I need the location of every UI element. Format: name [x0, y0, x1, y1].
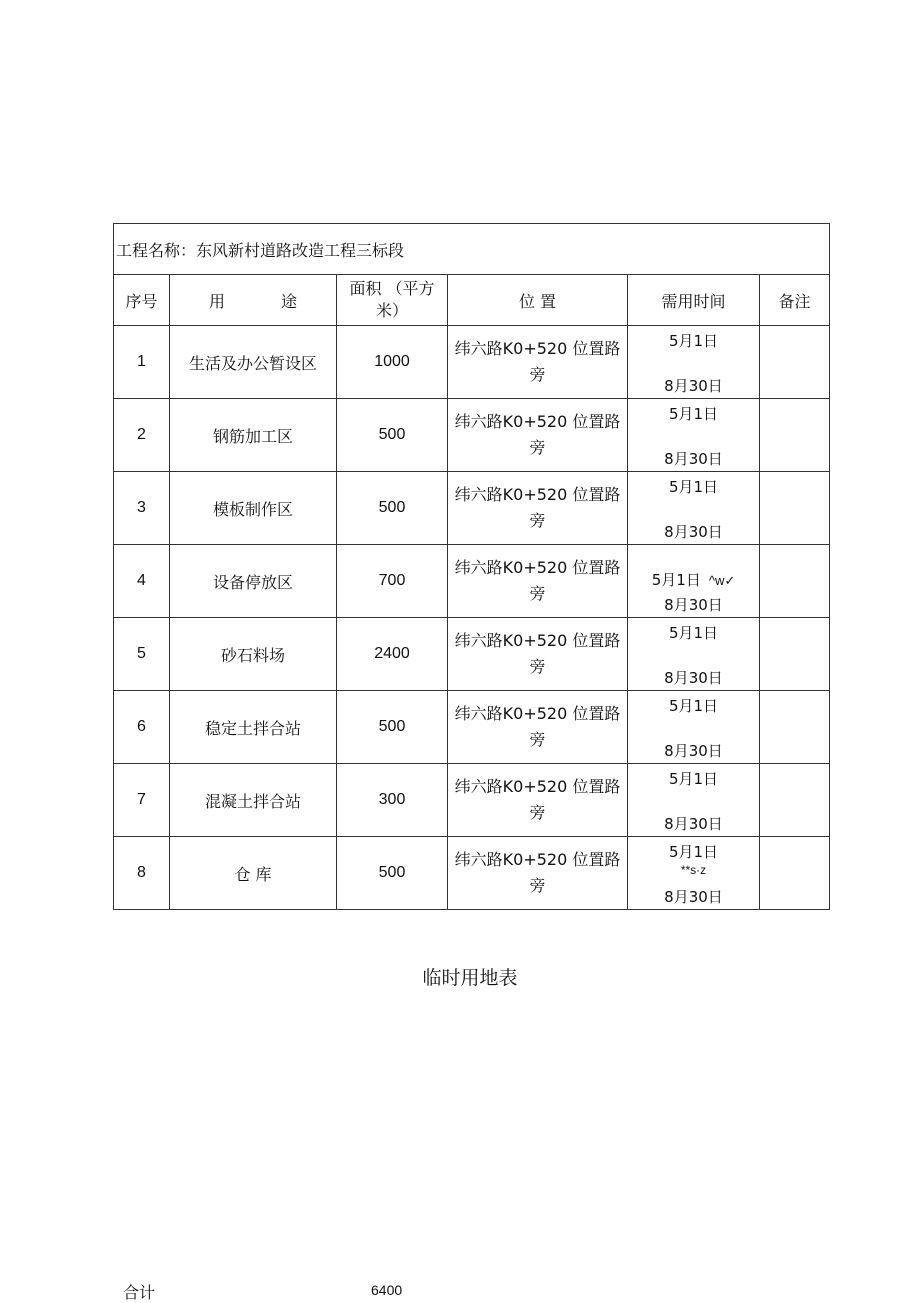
row-use: 钢筋加工区: [170, 399, 337, 472]
row-remark: [760, 691, 830, 764]
row-location-line2: 旁: [529, 730, 546, 749]
row-end: 8月30日: [664, 523, 723, 541]
row-remark: [760, 399, 830, 472]
row-location: [448, 472, 628, 545]
row-area: 1000: [337, 326, 448, 399]
row-mark: **s·z: [680, 863, 707, 877]
table-title: 临时用地表: [422, 967, 518, 989]
row-start: 5月1日: [668, 843, 719, 861]
row-location-line2: 旁: [529, 657, 546, 676]
header-area: [337, 275, 448, 326]
header-row: [114, 275, 830, 326]
row-location-line2: 旁: [529, 438, 546, 457]
table-row: [114, 399, 830, 472]
table-row: [114, 326, 830, 399]
project-row: [114, 224, 830, 275]
row-remark: [760, 545, 830, 618]
row-start: 5月1日: [668, 770, 719, 788]
row-time: [628, 837, 760, 910]
row-end: 8月30日: [664, 596, 723, 614]
row-location: [448, 399, 628, 472]
row-use: 仓 库: [170, 837, 337, 910]
header-location: 位 置: [448, 275, 628, 326]
row-end: 8月30日: [664, 377, 723, 395]
row-remark: [760, 618, 830, 691]
row-location-line1: 纬六路K0+520 位置路: [454, 485, 621, 504]
row-location: [448, 618, 628, 691]
row-no: 4: [114, 545, 170, 618]
row-time: [628, 326, 760, 399]
row-time: [628, 399, 760, 472]
row-location: [448, 326, 628, 399]
row-location-line1: 纬六路K0+520 位置路: [454, 412, 621, 431]
header-use: [170, 275, 337, 326]
row-time: [628, 764, 760, 837]
row-time: [628, 545, 760, 618]
header-use-a: 用: [208, 291, 225, 311]
row-no: 6: [114, 691, 170, 764]
row-location-line1: 纬六路K0+520 位置路: [454, 631, 621, 650]
row-use: 模板制作区: [170, 472, 337, 545]
row-no: 1: [114, 326, 170, 399]
row-end: 8月30日: [664, 450, 723, 468]
row-no: 8: [114, 837, 170, 910]
row-time: [628, 618, 760, 691]
row-no: 5: [114, 618, 170, 691]
row-start: 5月1日: [668, 332, 719, 350]
row-location-line1: 纬六路K0+520 位置路: [454, 850, 621, 869]
row-start-line: [628, 569, 759, 590]
row-location-line2: 旁: [529, 511, 546, 530]
table-row: [114, 472, 830, 545]
row-no: 7: [114, 764, 170, 837]
row-mark: ^w✓: [708, 573, 736, 588]
row-location-line1: 纬六路K0+520 位置路: [454, 777, 621, 796]
header-use-b: 途: [281, 291, 298, 311]
row-location-line2: 旁: [529, 365, 546, 384]
row-area: 500: [337, 691, 448, 764]
row-start: 5月1日: [651, 571, 701, 589]
row-end: 8月30日: [664, 888, 723, 906]
row-use: 稳定土拌合站: [170, 691, 337, 764]
row-time: [628, 472, 760, 545]
row-use: 设备停放区: [170, 545, 337, 618]
row-location: [448, 691, 628, 764]
row-location-line1: 纬六路K0+520 位置路: [454, 704, 621, 723]
header-area-line2: 米）: [375, 301, 408, 320]
row-location-line2: 旁: [529, 803, 546, 822]
table-row: [114, 691, 830, 764]
row-no: 3: [114, 472, 170, 545]
row-start: 5月1日: [668, 697, 719, 715]
header-remark: 备注: [760, 275, 830, 326]
header-no: 序号: [114, 275, 170, 326]
total-label: 合计: [123, 1283, 156, 1302]
row-start: 5月1日: [668, 478, 719, 496]
row-location-line2: 旁: [529, 584, 546, 603]
row-end: 8月30日: [664, 742, 723, 760]
row-area: 700: [337, 545, 448, 618]
row-location: [448, 764, 628, 837]
row-end: 8月30日: [664, 815, 723, 833]
row-start: 5月1日: [668, 624, 719, 642]
row-area: 300: [337, 764, 448, 837]
table-row: [114, 618, 830, 691]
row-area: 500: [337, 837, 448, 910]
row-area: 500: [337, 399, 448, 472]
header-time: 需用时间: [628, 275, 760, 326]
row-remark: [760, 837, 830, 910]
row-remark: [760, 472, 830, 545]
table-row: [114, 764, 830, 837]
row-area: 2400: [337, 618, 448, 691]
row-end: 8月30日: [664, 669, 723, 687]
row-no: 2: [114, 399, 170, 472]
table-row: [114, 837, 830, 910]
row-use: 生活及办公暂设区: [170, 326, 337, 399]
row-location: [448, 545, 628, 618]
project-name: 工程名称：东风新村道路改造工程三标段: [114, 224, 830, 275]
row-location-line1: 纬六路K0+520 位置路: [454, 558, 621, 577]
row-use: 砂石料场: [170, 618, 337, 691]
land-use-table: [113, 223, 830, 910]
row-start: 5月1日: [668, 405, 719, 423]
row-location: [448, 837, 628, 910]
total-value: 6400: [371, 1282, 403, 1298]
row-area: 500: [337, 472, 448, 545]
row-remark: [760, 326, 830, 399]
row-location-line1: 纬六路K0+520 位置路: [454, 339, 621, 358]
row-use: 混凝土拌合站: [170, 764, 337, 837]
row-location-line2: 旁: [529, 876, 546, 895]
header-area-line1: 面积 （平方: [349, 279, 435, 298]
row-time: [628, 691, 760, 764]
row-remark: [760, 764, 830, 837]
table-row: [114, 545, 830, 618]
